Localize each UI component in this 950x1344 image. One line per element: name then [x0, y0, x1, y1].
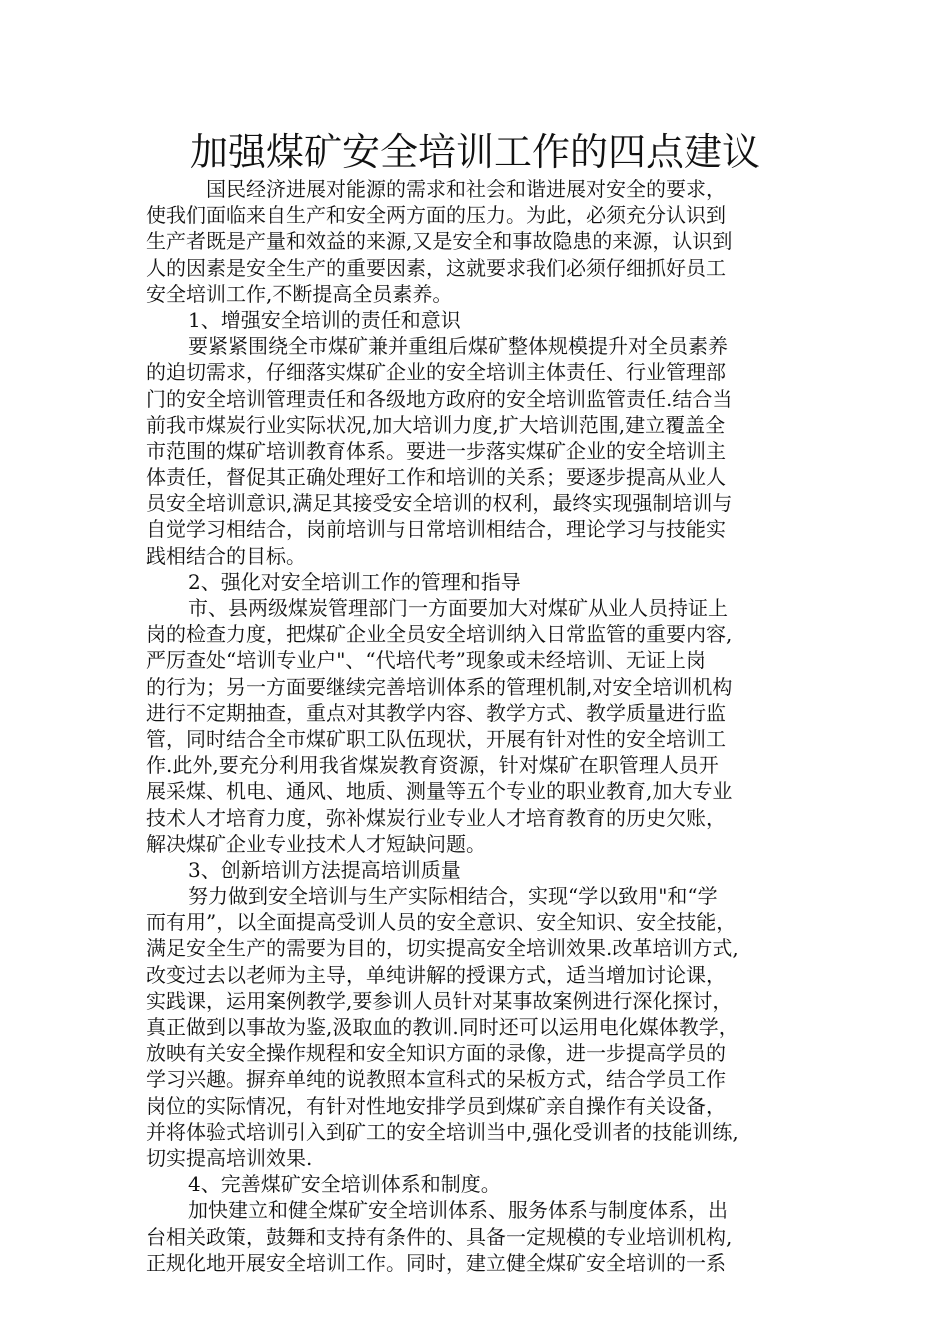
text-line: 学习兴趣。摒弃单纯的说教照本宣科式的呆板方式，结合学员工作	[146, 1067, 726, 1092]
text-line: 进行不定期抽查，重点对其教学内容、教学方式、教学质量进行监	[146, 700, 726, 725]
text-line: 努力做到安全培训与生产实际相结合，实现“学以致用"和“学	[188, 884, 718, 909]
text-line: 作.此外,要充分利用我省煤炭教育资源，针对煤矿在职管理人员开	[146, 753, 719, 778]
text-line: 满足安全生产的需要为目的，切实提高安全培训效果.改革培训方式,	[146, 936, 739, 961]
text-line: 自觉学习相结合，岗前培训与日常培训相结合，理论学习与技能实	[146, 517, 726, 542]
text-line: 岗位的实际情况，有针对性地安排学员到煤矿亲自操作有关设备，	[146, 1093, 726, 1118]
text-line: 切实提高培训效果.	[146, 1145, 313, 1170]
text-line: 使我们面临来自生产和安全两方面的压力。为此，必须充分认识到	[146, 203, 726, 228]
text-line: 体责任，督促其正确处理好工作和培训的关系；要逐步提高从业人	[146, 465, 726, 490]
text-line: 人的因素是安全生产的重要因素，这就要求我们必须仔细抓好员工	[146, 255, 726, 280]
text-line: 展采煤、机电、通风、地质、测量等五个专业的职业教育,加大专业	[146, 779, 733, 804]
text-line: 严厉查处“培训专业户"、“代培代考”现象或未经培训、无证上岗	[146, 648, 706, 673]
text-line: 前我市煤炭行业实际状况,加大培训力度,扩大培训范围,建立覆盖全	[146, 412, 726, 437]
text-line: 加快建立和健全煤矿安全培训体系、服务体系与制度体系，出	[188, 1198, 728, 1223]
text-line: 要紧紧围绕全市煤矿兼并重组后煤矿整体规模提升对全员素养	[188, 334, 728, 359]
text-line: 台相关政策，鼓舞和支持有条件的、具备一定规模的专业培训机构,	[146, 1224, 733, 1249]
text-line: 生产者既是产量和效益的来源,又是安全和事故隐患的来源，认识到	[146, 229, 733, 254]
text-line: 的行为；另一方面要继续完善培训体系的管理机制,对安全培训机构	[146, 674, 733, 699]
text-line: 4、完善煤矿安全培训体系和制度。	[188, 1172, 501, 1197]
text-line: 并将体验式培训引入到矿工的安全培训当中,强化受训者的技能训练,	[146, 1119, 739, 1144]
text-line: 管，同时结合全市煤矿职工队伍现状，开展有针对性的安全培训工	[146, 726, 726, 751]
text-line: 的迫切需求，仔细落实煤矿企业的安全培训主体责任、行业管理部	[146, 360, 726, 385]
text-line: 2、强化对安全培训工作的管理和指导	[188, 569, 521, 594]
text-line: 3、创新培训方法提高培训质量	[188, 857, 461, 882]
text-line: 技术人才培育力度，弥补煤炭行业专业人才培育教育的历史欠账，	[146, 805, 726, 830]
text-line: 改变过去以老师为主导，单纯讲解的授课方式，适当增加讨论课，	[146, 962, 726, 987]
document-body	[146, 176, 818, 1276]
text-line: 市、县两级煤炭管理部门一方面要加大对煤矿从业人员持证上	[188, 596, 728, 620]
text-line: 安全培训工作,不断提高全员素养。	[146, 281, 453, 306]
text-line: 真正做到以事故为鉴,汲取血的教训.同时还可以运用电化媒体教学，	[146, 1015, 739, 1039]
text-line: 市范围的煤矿培训教育体系。要进一步落实煤矿企业的安全培训主	[146, 438, 726, 463]
text-line: 国民经济进展对能源的需求和社会和谐进展对安全的要求，	[206, 177, 726, 201]
text-line: 放映有关安全操作规程和安全知识方面的录像，进一步提高学员的	[146, 1041, 726, 1066]
text-line: 践相结合的目标。	[146, 543, 306, 568]
text-line: 解决煤矿企业专业技术人才短缺问题。	[146, 831, 486, 856]
text-line: 1、增强安全培训的责任和意识	[188, 307, 461, 332]
text-line: 而有用”，以全面提高受训人员的安全意识、安全知识、安全技能，	[146, 910, 737, 935]
text-line: 员安全培训意识,满足其接受安全培训的权利，最终实现强制培训与	[146, 491, 733, 516]
text-line: 岗的检查力度，把煤矿企业全员安全培训纳入日常监管的重要内容,	[146, 622, 733, 647]
text-line: 正规化地开展安全培训工作。同时，建立健全煤矿安全培训的一系	[146, 1250, 726, 1275]
text-line: 门的安全培训管理责任和各级地方政府的安全培训监管责任.结合当	[146, 386, 733, 411]
document-title: 加强煤矿安全培训工作的四点建议	[189, 130, 760, 174]
text-line: 实践课，运用案例教学,要参训人员针对某事故案例进行深化探讨，	[146, 988, 733, 1013]
